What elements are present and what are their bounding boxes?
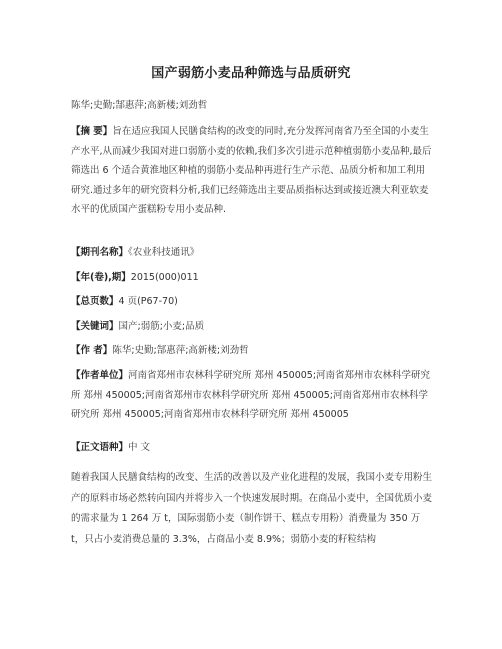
journal-label: 【期刊名称】	[71, 247, 129, 258]
pages-value: 4 页(P67-70)	[118, 296, 178, 307]
author-value: 陈华;史勤;郜惠萍;高新楼;刘劲哲	[112, 345, 249, 356]
abstract-section	[71, 122, 433, 220]
journal-field	[71, 243, 433, 263]
year-issue-field	[71, 268, 433, 288]
abstract-text: 旨在适应我国人民膳食结构的改变的同时,充分发挥河南省乃至全国的小麦生产水平,从而减少我国对进口弱筋小麦的依赖,我们多次引进示范种植弱筋小麦品种,最后筛选出 6 个适合黄淮地区种植的弱筋小麦品种再进行生产示范、品质分析和加工利用研究.通过多年的研究资料分析,我们已经筛选出主要品质指标达到或接近澳大利亚软麦水平的优质国产蛋糕粉专用小麦品种.	[71, 126, 432, 216]
keywords-label: 【关键词】	[71, 321, 119, 332]
keywords-field	[71, 317, 433, 337]
journal-value: 《农业科技通讯》	[128, 247, 200, 258]
affiliation-value: 河南省郑州市农林科学研究所 郑州 450005;河南省郑州市农林科学研究所 郑州 450005;河南省郑州市农林科学研究所 郑州 450005;河南省郑州市农林科学研究所 郑州 450005;河南省郑州市农林科学研究所 郑州 450005	[71, 370, 431, 421]
affiliation-field	[71, 366, 433, 425]
author-line: 陈华;史勤;郜惠萍;高新楼;刘劲哲	[71, 100, 208, 111]
language-value: 中 文	[128, 442, 151, 453]
pages-label: 【总页数】	[71, 296, 119, 307]
paper-title: 国产弱筋小麦品种筛选与品质研究	[151, 66, 351, 81]
author-label: 【作 者】	[71, 345, 113, 356]
language-field	[71, 438, 433, 458]
body-paragraph: 随着我国人民膳食结构的改变、生活的改善以及产业化进程的发展，我国小麦专用粉生产的原料市场必然转向国内并将步入一个快速发展时期。在商品小麦中，全国优质小麦的需求量为 1 264 万 t，国际弱筋小麦（制作饼干、糕点专用粉）消费量为 350 万 t，只占小麦消费总量的 3.3%，占商品小麦 8.9%；弱筋小麦的籽粒结构	[71, 472, 433, 545]
pages-field	[71, 292, 433, 312]
keywords-value: 国产;弱筋;小麦;品质	[118, 321, 205, 332]
year-issue-label: 【年(卷),期】	[71, 272, 131, 283]
abstract-label: 【摘 要】	[71, 126, 113, 137]
year-issue-value: 2015(000)011	[130, 272, 199, 283]
language-label: 【正文语种】	[71, 442, 129, 453]
affiliation-label: 【作者单位】	[71, 370, 129, 381]
author-field	[71, 341, 433, 361]
